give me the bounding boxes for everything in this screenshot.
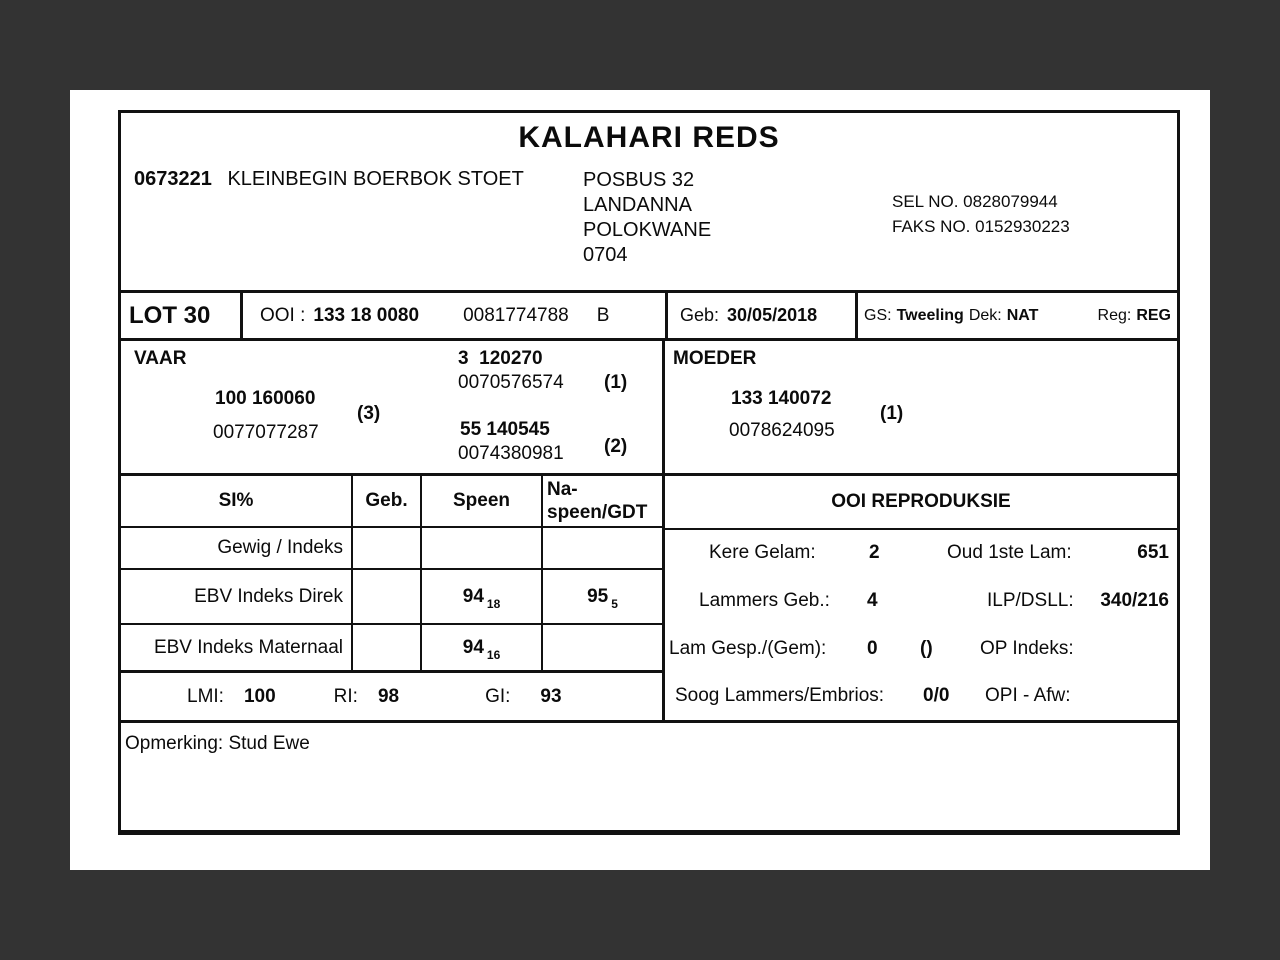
reproduction-title: OOI REPRODUKSIE (665, 476, 1177, 530)
cell-number: SEL NO. 0828079944 (892, 192, 1058, 211)
si-header: SI% (121, 476, 353, 526)
lot-number: LOT 30 (121, 293, 243, 338)
gs-label: GS: (864, 306, 892, 324)
soog-lammers-label: Soog Lammers/Embrios: (675, 685, 885, 707)
geb-cell (353, 625, 422, 670)
naspeen-cell (543, 528, 662, 568)
stud-line (134, 168, 524, 191)
oud-1ste-lam-label: Oud 1ste Lam: (947, 542, 1072, 564)
ri-label: RI: (333, 685, 358, 707)
ooi-sex: B (596, 304, 610, 326)
table-row (121, 625, 662, 673)
ri-value: 98 (377, 685, 400, 707)
index-footer-row (121, 673, 662, 720)
opi-afw-label: OPI - Afw: (985, 685, 1071, 707)
ilp-dsll-value: 340/216 (1100, 589, 1169, 611)
pedigree-divider (662, 341, 665, 473)
kere-gelam-label: Kere Gelam: (709, 542, 816, 564)
gi-value: 93 (540, 685, 562, 707)
gs-value: Tweeling (896, 306, 964, 324)
speen-cell (422, 625, 543, 670)
gi-label: GI: (485, 685, 511, 707)
lammers-geb-value: 4 (867, 589, 878, 611)
geb-label: Geb: (680, 305, 720, 325)
lammers-geb-label: Lammers Geb.: (699, 589, 830, 611)
fax-number: FAKS NO. 0152930223 (892, 217, 1070, 236)
reproduction-row (665, 577, 1177, 625)
naspeen-accuracy: 5 (611, 596, 618, 611)
soog-lammers-value: 0/0 (923, 685, 950, 707)
lot-row (121, 290, 1177, 338)
address-line-2: LANDANNA (583, 194, 692, 216)
oud-1ste-lam-value: 651 (1137, 542, 1169, 564)
reproduction-row (665, 672, 1177, 720)
op-indeks-label: OP Indeks: (980, 637, 1074, 659)
vaar-sire-registration: 0070576574 (458, 372, 564, 393)
naspeen-header: Na-speen/GDT (547, 479, 648, 523)
dek-label: Dek: (968, 306, 1002, 324)
vaar-dam-id: 55 140545 (460, 419, 550, 440)
moeder-note: (1) (880, 403, 904, 424)
stud-name: KLEINBEGIN BOERBOK STOET (227, 168, 524, 190)
row-label: Gewig / Indeks (121, 528, 353, 568)
document-sheet (70, 90, 1210, 870)
si-table (121, 476, 662, 720)
page-title: KALAHARI REDS (518, 121, 780, 154)
remarks-value: Stud Ewe (228, 733, 310, 754)
dek-value: NAT (1006, 306, 1039, 324)
vaar-label: VAAR (134, 348, 187, 369)
speen-cell (422, 528, 543, 568)
ooi-registration: 0081774788 (463, 304, 569, 326)
geb-cell (353, 570, 422, 623)
vaar-dam-registration: 0074380981 (458, 443, 564, 464)
si-table-header-row (121, 476, 662, 528)
speen-value: 94 (462, 585, 484, 607)
contact-block (892, 189, 1070, 239)
lam-gesp-value: 0 (867, 637, 878, 659)
ooi-id: 133 18 0080 (313, 304, 420, 326)
speen-header: Speen (422, 476, 543, 526)
address-line-4: 0704 (583, 244, 628, 266)
lam-gesp-label: Lam Gesp./(Gem): (669, 637, 827, 659)
vaar-id: 100 160060 (215, 388, 316, 409)
row-label: EBV Indeks Direk (121, 570, 353, 623)
geb-header: Geb. (353, 476, 422, 526)
card-header (121, 113, 1177, 290)
ewe-identification (243, 293, 668, 338)
vaar-sire-id: 3 120270 (458, 348, 543, 369)
kere-gelam-value: 2 (869, 542, 880, 564)
remarks-label: Opmerking: (125, 733, 224, 754)
reproduction-row (665, 530, 1177, 578)
member-number: 0673221 (134, 168, 212, 190)
moeder-registration: 0078624095 (729, 420, 835, 441)
birth-date-cell (668, 293, 858, 338)
speen-accuracy: 16 (486, 647, 501, 662)
naspeen-cell (543, 625, 662, 670)
address-line-3: POLOKWANE (583, 219, 712, 241)
geb-cell (353, 528, 422, 568)
remarks-section (121, 720, 1177, 830)
lmi-value: 100 (243, 685, 276, 707)
middle-section (121, 473, 1177, 720)
vaar-sire-note: (1) (604, 372, 628, 393)
lam-gesp-extra: () (920, 637, 933, 659)
birth-status-cell (858, 293, 1177, 338)
speen-cell (422, 570, 543, 623)
moeder-label: MOEDER (673, 348, 757, 369)
reg-value: REG (1136, 306, 1171, 324)
vaar-note: (3) (357, 403, 381, 424)
vaar-dam-note: (2) (604, 436, 628, 457)
speen-accuracy: 18 (486, 596, 501, 611)
lmi-label: LMI: (187, 685, 224, 707)
naspeen-cell (543, 570, 662, 623)
address-line-1: POSBUS 32 (583, 169, 695, 191)
ooi-label: OOI : (260, 304, 306, 326)
table-row (121, 570, 662, 625)
ilp-dsll-label: ILP/DSLL: (987, 589, 1074, 611)
row-label: EBV Indeks Maternaal (121, 625, 353, 670)
address-block (583, 168, 711, 268)
naspeen-value: 95 (587, 585, 609, 607)
vaar-registration: 0077077287 (213, 422, 319, 443)
reproduction-row (665, 625, 1177, 673)
pedigree-section (121, 338, 1177, 473)
speen-value: 94 (462, 636, 484, 658)
table-row (121, 528, 662, 570)
moeder-id: 133 140072 (731, 388, 832, 409)
geb-value: 30/05/2018 (727, 305, 818, 325)
reproduction-section (665, 476, 1177, 720)
reg-label: Reg: (1097, 306, 1132, 324)
catalog-card (118, 110, 1180, 835)
